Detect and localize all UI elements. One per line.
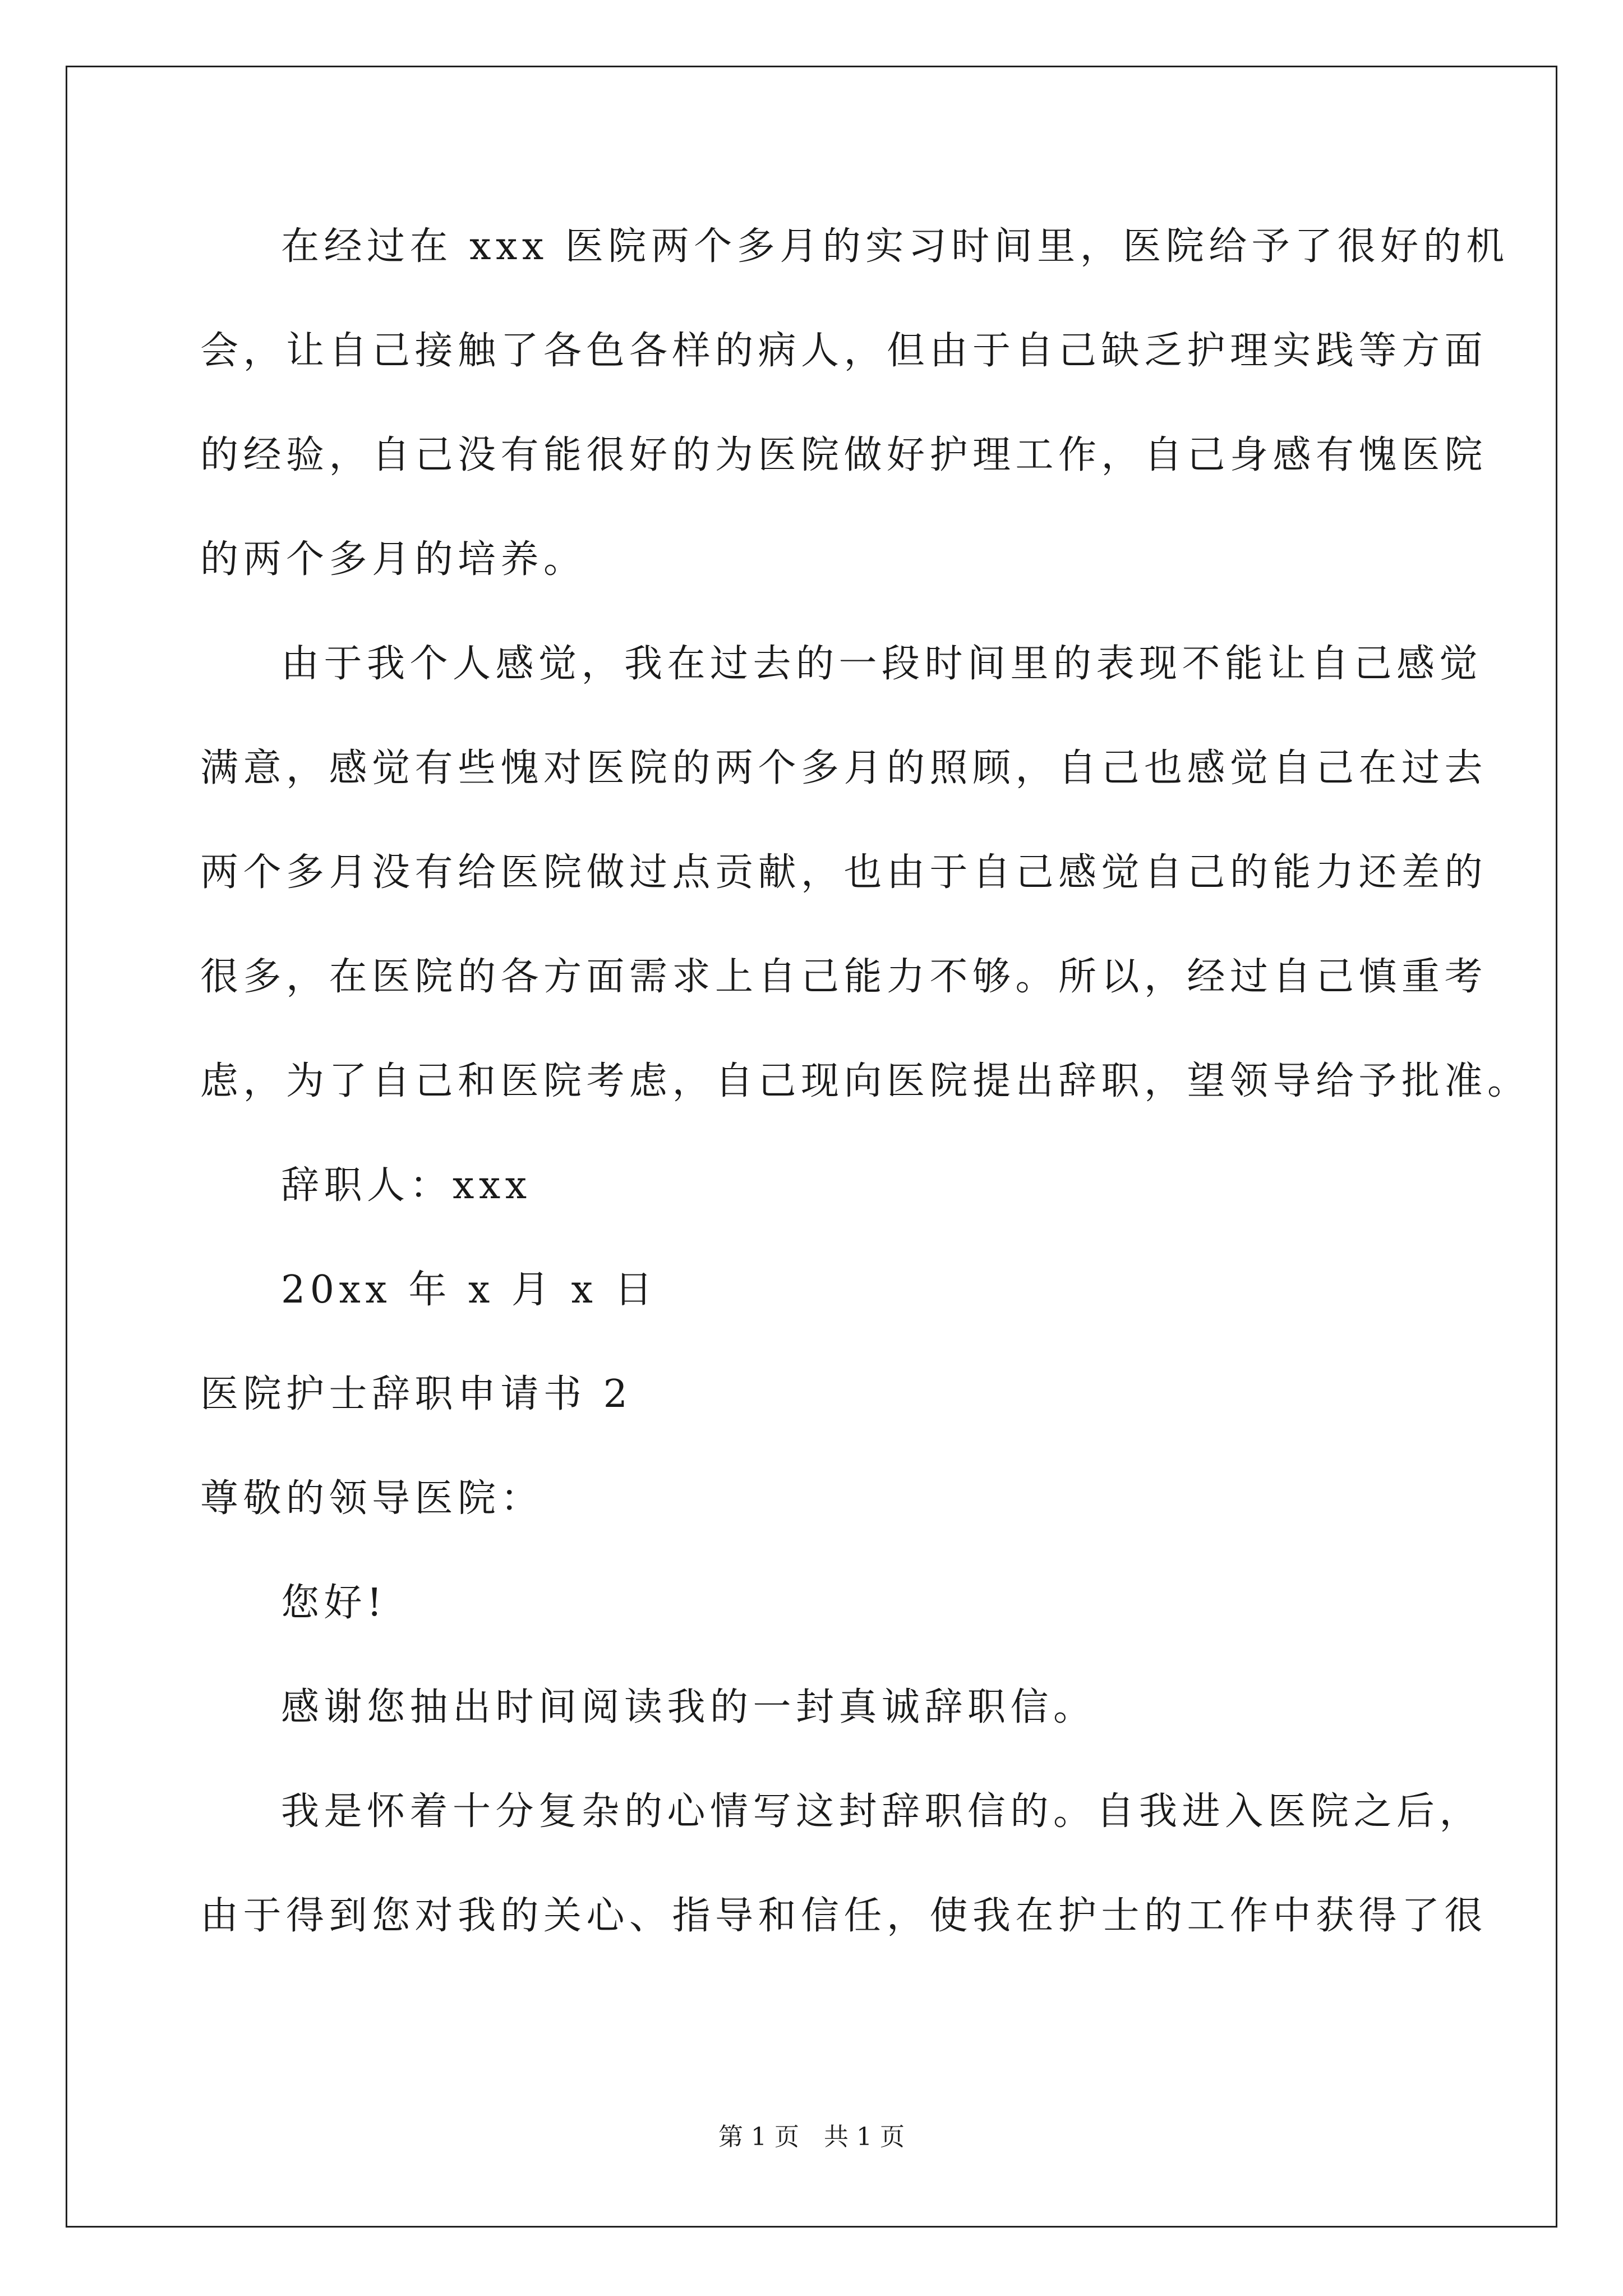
paragraph-2-line-2: 满意，感觉有些愧对医院的两个多月的照顾，自己也感觉自己在过去 <box>200 746 1488 790</box>
paragraph-1-line-3: 的经验，自己没有能很好的为医院做好护理工作，自己身感有愧医院 <box>200 433 1488 477</box>
paragraph-2-line-1: 由于我个人感觉，我在过去的一段时间里的表现不能让自己感觉 <box>281 642 1483 686</box>
paragraph-2-line-4: 很多，在医院的各方面需求上自己能力不够。所以，经过自己慎重考 <box>200 955 1488 999</box>
last-paragraph-line-2: 由于得到您对我的关心、指导和信任，使我在护士的工作中获得了很 <box>200 1894 1488 1938</box>
paragraph-2-line-3: 两个多月没有给医院做过点贡献，也由于自己感觉自己的能力还差的 <box>200 850 1488 895</box>
thanks-line: 感谢您抽出时间阅读我的一封真诚辞职信。 <box>281 1685 1096 1729</box>
section-title: 医院护士辞职申请书 2 <box>200 1372 633 1416</box>
paragraph-2-line-5: 虑，为了自己和医院考虑，自己现向医院提出辞职，望领导给予批准。 <box>200 1059 1530 1103</box>
salutation: 尊敬的领导医院： <box>200 1476 544 1521</box>
paragraph-1-line-2: 会，让自己接触了各色各样的病人，但由于自己缺乏护理实践等方面 <box>200 329 1488 373</box>
date: 20xx 年 x 月 x 日 <box>281 1268 658 1312</box>
paragraph-1-line-4: 的两个多月的培养。 <box>200 537 587 582</box>
last-paragraph-line-1: 我是怀着十分复杂的心情写这封辞职信的。自我进入医院之后， <box>281 1789 1483 1834</box>
page-footer: 第 1 页 共 1 页 <box>718 2123 905 2151</box>
signature: 辞职人：xxx <box>281 1163 532 1208</box>
greeting: 您好! <box>281 1581 387 1625</box>
paragraph-1-line-1: 在经过在 xxx 医院两个多月的实习时间里，医院给予了很好的机 <box>281 224 1509 269</box>
